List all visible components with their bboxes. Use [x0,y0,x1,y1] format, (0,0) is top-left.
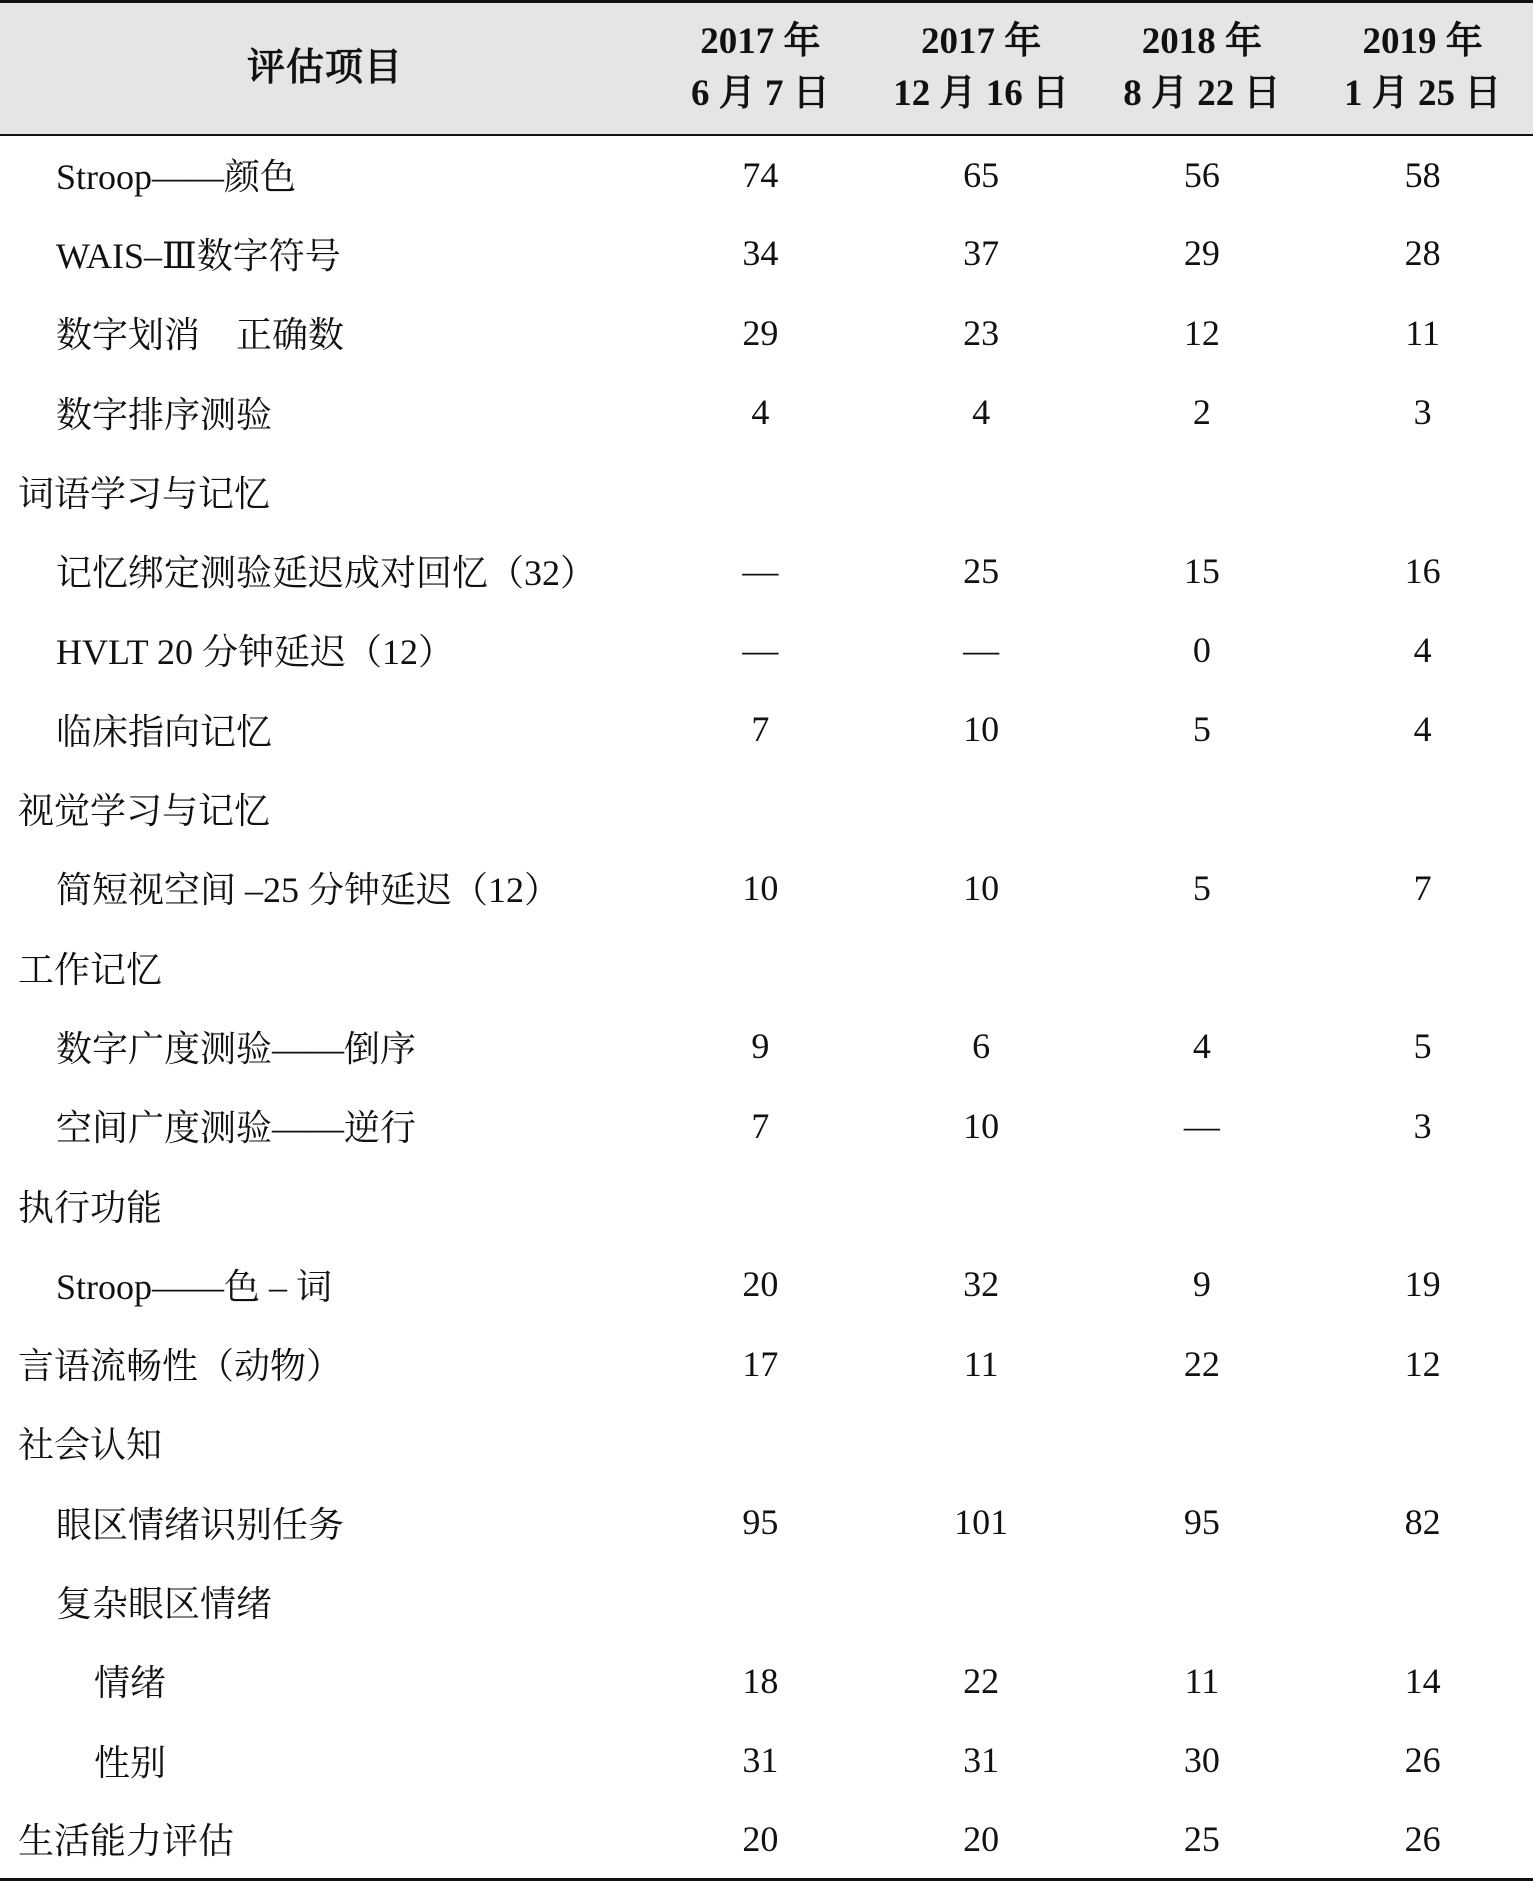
row-value-date-2: 10 [963,709,1000,750]
row-value-date-4: 26 [1312,1800,1533,1879]
header-date-1-day: 6 月 7 日 [691,73,830,115]
row-value-date-2 [871,1165,1092,1244]
row-value-date-4: 5 [1413,1026,1432,1067]
row-label: 执行功能 [18,1187,163,1228]
row-value-date-3: 30 [1183,1740,1220,1781]
row-value-date-3 [1092,1403,1313,1482]
row-value-date-2: 31 [963,1740,1000,1781]
row-value-date-4: 19 [1404,1264,1441,1305]
row-value-date-3 [1092,927,1313,1006]
row-label: 言语流畅性（动物） [18,1346,343,1387]
row-value-date-3: 5 [1192,709,1211,750]
table-row [0,293,1533,372]
row-value-date-1: 31 [742,1740,779,1781]
table-row [0,690,1533,769]
row-value-date-1 [650,452,871,531]
table-row [0,1165,1533,1244]
row-label: 工作记忆 [18,949,163,990]
row-value-date-3: 4 [1192,1026,1211,1067]
row-value-date-3: 29 [1183,233,1220,274]
row-label: 复杂眼区情绪 [56,1583,273,1624]
row-label: 眼区情绪识别任务 [56,1504,345,1545]
row-value-date-4: 7 [1413,867,1432,908]
row-value-date-2 [871,927,1092,1006]
row-value-date-3: 12 [1183,312,1220,353]
table-row [0,452,1533,531]
row-value-date-4: 16 [1404,550,1441,591]
row-value-date-1: 34 [742,233,779,274]
row-label: WAIS–Ⅲ数字符号 [56,235,341,276]
row-value-date-1: 10 [742,867,779,908]
row-value-date-4: 11 [1405,312,1440,353]
row-value-date-2: 4 [972,392,991,433]
table-row [0,848,1533,927]
row-value-date-1: 7 [751,1105,770,1146]
header-date-1-year: 2017 年 [700,21,821,63]
row-value-date-4: 26 [1404,1740,1441,1781]
row-label: 记忆绑定测验延迟成对回忆（32） [56,553,597,594]
row-label: 视觉学习与记忆 [18,791,271,832]
row-value-date-3: 11 [1184,1660,1220,1701]
row-value-date-4: 14 [1404,1660,1441,1701]
row-value-date-4: 82 [1404,1502,1441,1543]
row-value-date-2: 37 [963,233,1000,274]
row-label: 简短视空间 –25 分钟延迟（12） [56,870,561,911]
table-row [0,214,1533,293]
row-value-date-2 [871,1562,1092,1641]
header-date-1 [650,2,871,135]
row-value-date-1: 29 [742,312,779,353]
row-value-date-3: 22 [1183,1343,1220,1384]
row-value-date-2: 10 [963,867,1000,908]
row-value-date-1: 20 [650,1800,871,1879]
row-value-date-2: 11 [963,1343,999,1384]
table-row [0,135,1533,214]
header-date-2-day: 12 月 16 日 [893,73,1069,115]
row-value-date-2: 6 [972,1026,991,1067]
row-value-date-2: — [963,629,1000,670]
row-value-date-1: — [742,629,779,670]
row-value-date-1 [650,1403,871,1482]
row-value-date-1: — [742,550,779,591]
row-label: 情绪 [94,1663,167,1704]
row-value-date-4 [1312,769,1533,848]
row-value-date-1 [650,1165,871,1244]
row-value-date-4 [1312,1165,1533,1244]
row-label: 数字排序测验 [56,394,273,435]
row-value-date-2: 32 [963,1264,1000,1305]
table-row [0,1720,1533,1799]
row-value-date-3: 9 [1192,1264,1211,1305]
row-value-date-4: 3 [1413,392,1432,433]
table-row [0,1483,1533,1562]
row-value-date-3: 5 [1192,867,1211,908]
row-value-date-1: 74 [742,154,779,195]
row-value-date-2: 20 [871,1800,1092,1879]
row-value-date-3: 25 [1092,1800,1313,1879]
row-value-date-4 [1312,927,1533,1006]
row-value-date-1: 9 [751,1026,770,1067]
row-value-date-3: 56 [1183,154,1220,195]
row-value-date-1: 95 [742,1502,779,1543]
table-row [0,1403,1533,1482]
row-label: 空间广度测验——逆行 [56,1108,417,1149]
table-row [0,1245,1533,1324]
row-value-date-2 [871,1403,1092,1482]
row-value-date-4: 3 [1413,1105,1432,1146]
row-value-date-3 [1092,1562,1313,1641]
table-row [0,531,1533,610]
row-value-date-3 [1092,1165,1313,1244]
row-value-date-1 [650,1562,871,1641]
row-label: 临床指向记忆 [56,711,273,752]
row-label: Stroop——色 – 词 [56,1266,333,1307]
row-value-date-3 [1092,452,1313,531]
header-date-4-day: 1 月 25 日 [1344,73,1502,115]
row-value-date-3 [1092,769,1313,848]
row-label: 社会认知 [18,1425,163,1466]
header-item: 评估项目 [0,2,650,135]
row-value-date-2: 25 [963,550,1000,591]
header-date-4 [1312,2,1533,135]
table-row [0,1086,1533,1165]
table-row [0,1324,1533,1403]
row-value-date-4 [1312,1562,1533,1641]
row-value-date-3: 2 [1192,392,1211,433]
row-value-date-1: 17 [742,1343,779,1384]
row-value-date-4: 12 [1404,1343,1441,1384]
row-value-date-4 [1312,452,1533,531]
header-date-4-year: 2019 年 [1362,21,1483,63]
row-label: 词语学习与记忆 [18,473,271,514]
row-value-date-2: 65 [963,154,1000,195]
row-value-date-2 [871,769,1092,848]
table-row [0,1562,1533,1641]
header-date-3-day: 8 月 22 日 [1123,73,1281,115]
row-label: Stroop——颜色 [56,157,297,198]
table-row [0,927,1533,1006]
row-label: 生活能力评估 [0,1800,650,1879]
row-label: 性别 [94,1742,167,1783]
row-value-date-1: 4 [751,392,770,433]
row-value-date-1: 7 [751,709,770,750]
table-header [0,2,1533,135]
table-row [0,769,1533,848]
header-row [0,2,1533,135]
table-row [0,1007,1533,1086]
header-date-2-year: 2017 年 [921,21,1042,63]
row-value-date-3: 0 [1192,629,1211,670]
row-value-date-4: 58 [1404,154,1441,195]
row-label: 数字广度测验——倒序 [56,1028,417,1069]
table-row [0,372,1533,451]
row-value-date-3: — [1183,1105,1220,1146]
row-value-date-4: 28 [1404,233,1441,274]
row-value-date-1: 20 [742,1264,779,1305]
row-label: HVLT 20 分钟延迟（12） [56,632,455,673]
table-row [0,610,1533,689]
row-value-date-1: 18 [742,1660,779,1701]
table-row [0,1800,1533,1879]
table-row [0,1641,1533,1720]
row-value-date-2: 101 [954,1502,1009,1543]
row-value-date-2 [871,452,1092,531]
row-value-date-2: 10 [963,1105,1000,1146]
row-value-date-4: 4 [1413,709,1432,750]
header-date-3-year: 2018 年 [1141,21,1262,63]
row-value-date-3: 95 [1183,1502,1220,1543]
header-date-3 [1092,2,1313,135]
row-value-date-4: 4 [1413,629,1432,670]
row-value-date-1 [650,769,871,848]
table-body [0,135,1533,1880]
row-value-date-2: 22 [963,1660,1000,1701]
header-date-2 [871,2,1092,135]
row-value-date-3: 15 [1183,550,1220,591]
row-value-date-1 [650,927,871,1006]
row-value-date-2: 23 [963,312,1000,353]
row-label: 数字划消 正确数 [56,315,345,356]
row-value-date-4 [1312,1403,1533,1482]
